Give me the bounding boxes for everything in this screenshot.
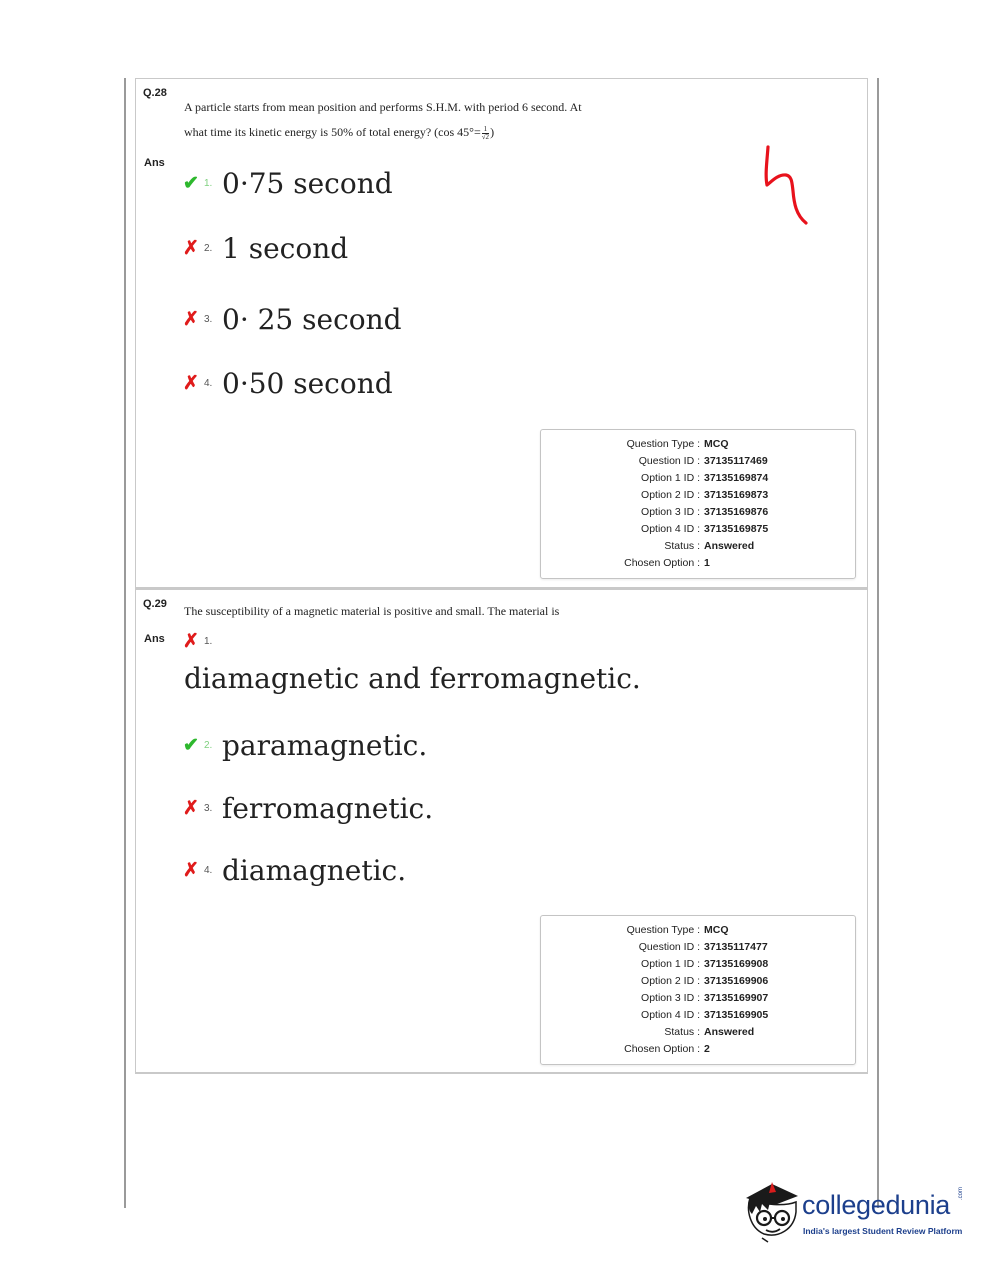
answer-label: Ans	[144, 157, 165, 169]
option-1[interactable]	[182, 630, 222, 653]
question-metadata-panel	[540, 915, 856, 1065]
wrong-cross-icon: ✗	[183, 798, 199, 819]
wrong-cross-icon: ✗	[183, 631, 199, 652]
meta-question-id: Question ID : 37135117477	[638, 941, 768, 953]
question-28-card	[135, 78, 868, 589]
option-2[interactable]	[182, 232, 348, 265]
option-text: 0·75 second	[222, 167, 393, 200]
meta-option-1-id: Option 1 ID : 37135169908	[641, 958, 769, 970]
option-1-text: diamagnetic and ferromagnetic.	[184, 662, 641, 695]
meta-chosen-option: Chosen Option : 1	[624, 557, 710, 569]
correct-check-icon: ✔	[183, 173, 199, 194]
fraction: $\frac{1}{√2}$	[481, 124, 490, 141]
wrong-cross-icon: ✗	[183, 238, 199, 259]
option-4[interactable]	[182, 854, 406, 887]
meta-status: Status : Answered	[664, 1026, 755, 1038]
option-1[interactable]	[182, 167, 393, 200]
collegedunia-logo[interactable]	[742, 1176, 972, 1246]
correct-check-icon: ✔	[183, 735, 199, 756]
answer-label: Ans	[144, 633, 165, 645]
option-number: 4.	[204, 378, 213, 389]
question-text: The susceptibility of a magnetic material is positive and small. The material is	[184, 604, 560, 618]
right-page-border	[877, 78, 879, 1208]
option-number: 3.	[204, 803, 213, 814]
option-number: 2.	[204, 243, 213, 254]
wrong-cross-icon: ✗	[183, 860, 199, 881]
option-text: diamagnetic.	[222, 854, 407, 887]
option-number: 1.	[204, 636, 213, 647]
option-3[interactable]	[182, 303, 402, 336]
wrong-cross-icon: ✗	[183, 373, 199, 394]
option-text: paramagnetic.	[222, 729, 428, 762]
option-text: 0· 25 second	[222, 303, 402, 336]
question-text	[184, 95, 582, 145]
option-number: 4.	[204, 865, 213, 876]
meta-question-type: Question Type : MCQ	[626, 924, 729, 936]
meta-option-2-id: Option 2 ID : 37135169873	[641, 489, 769, 501]
option-4[interactable]	[182, 367, 393, 400]
option-text: 0·50 second	[222, 367, 393, 400]
option-number: 1.	[204, 178, 213, 189]
meta-option-3-id: Option 3 ID : 37135169876	[641, 506, 769, 518]
meta-chosen-option: Chosen Option : 2	[624, 1043, 710, 1055]
meta-option-3-id: Option 3 ID : 37135169907	[641, 992, 769, 1004]
meta-question-id: Question ID : 37135117469	[638, 455, 768, 467]
logo-wordmark: collegedunia	[802, 1190, 951, 1220]
option-3[interactable]	[182, 792, 433, 825]
meta-option-1-id: Option 1 ID : 37135169874	[641, 472, 769, 484]
question-number: Q.28	[143, 87, 167, 99]
logo-tagline: India's largest Student Review Platform	[803, 1226, 963, 1236]
option-number: 2.	[204, 740, 213, 751]
left-page-border	[124, 78, 126, 1208]
handwritten-annotation-mark	[758, 141, 808, 227]
meta-status: Status : Answered	[664, 540, 755, 552]
question-text-line-1: A particle starts from mean position and performs S.H.M. with period 6 second. At	[184, 100, 582, 114]
option-number: 3.	[204, 314, 213, 325]
question-29-card	[135, 589, 868, 1074]
meta-option-4-id: Option 4 ID : 37135169875	[641, 523, 769, 535]
question-text-line-2: what time its kinetic energy is 50% of total energy? (cos 45°= $\frac{1}{√2}$)	[184, 124, 495, 141]
option-text: 1 second	[222, 232, 349, 265]
wrong-cross-icon: ✗	[183, 309, 199, 330]
meta-option-2-id: Option 2 ID : 37135169906	[641, 975, 769, 987]
mascot-icon	[742, 1176, 802, 1244]
option-text: ferromagnetic.	[222, 792, 434, 825]
question-number: Q.29	[143, 598, 167, 610]
logo-domain-suffix: .com	[958, 1186, 964, 1200]
meta-option-4-id: Option 4 ID : 37135169905	[641, 1009, 769, 1021]
question-metadata-panel	[540, 429, 856, 579]
meta-question-type: Question Type : MCQ	[626, 438, 729, 450]
option-2[interactable]	[182, 729, 427, 762]
